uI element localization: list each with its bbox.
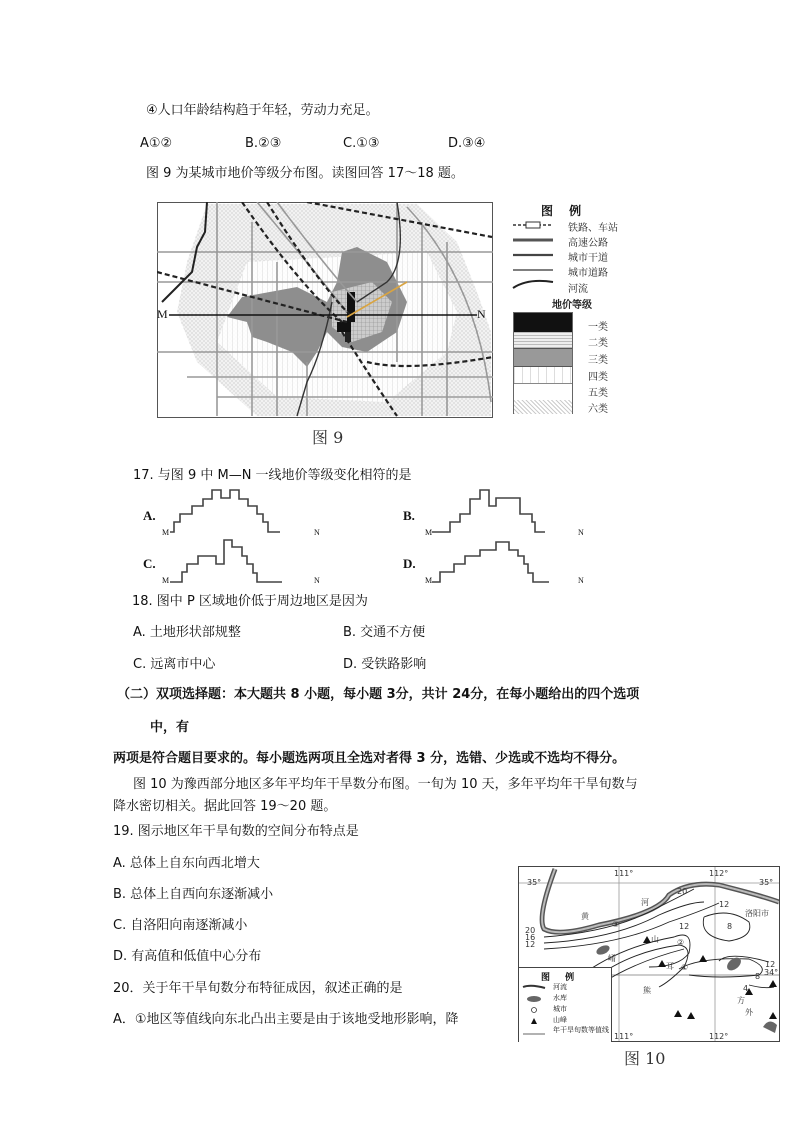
legend-arterial: 城市干道 [568, 253, 608, 264]
svg-text:①: ① [681, 963, 689, 972]
fig10-legend-reservoir: 水库 [553, 994, 567, 1002]
marker-n: N [477, 307, 486, 321]
svg-text:外: 外 [745, 1008, 753, 1017]
svg-text:34°: 34° [764, 968, 779, 977]
profile-a-m: M [162, 528, 170, 537]
q20-option-a: A．①地区等值线向东北凸出主要是由于该地受地形影响，降 [113, 1012, 459, 1027]
swatch-grade-3 [514, 348, 572, 367]
fig10-legend-symbols [521, 982, 549, 1040]
q20-stem: 20．关于年干旱旬数分布特征成因，叙述正确的是 [113, 981, 403, 996]
swatch-grade-5 [514, 383, 572, 400]
svg-text:111°: 111° [614, 1032, 634, 1041]
svg-text:方: 方 [737, 996, 745, 1005]
svg-text:黄: 黄 [581, 912, 589, 921]
svg-text:山: 山 [651, 935, 659, 944]
section2-heading-3: 两项是符合题目要求的。每小题选两项且全选对者得 3 分，选错、少选或不选均不得分。 [113, 751, 626, 766]
swatch-grade-1 [514, 313, 572, 332]
fig9-intro: 图 9 为某城市地价等级分布图。读图回答 17～18 题。 [146, 166, 464, 181]
svg-text:20: 20 [677, 887, 688, 896]
svg-text:4: 4 [743, 984, 749, 993]
q19-stem: 19. 图示地区年干旱旬数的空间分布特点是 [113, 824, 359, 839]
svg-text:12: 12 [765, 960, 776, 969]
legend-swatches [513, 312, 573, 414]
q18-option-a: A. 土地形状部规整 [133, 625, 241, 640]
q19-option-b: B. 总体上自西向东逐渐减小 [113, 887, 274, 902]
legend-grade-4: 四类 [588, 372, 608, 383]
legend-grade-2: 二类 [588, 338, 608, 349]
svg-text:8: 8 [755, 972, 761, 981]
profile-b-n: N [578, 528, 584, 537]
fig10-legend-title: 图 例 [541, 973, 581, 983]
svg-text:②: ② [677, 938, 685, 947]
section2-heading-1: （二）双项选择题：本大题共 8 小题，每小题 3分，共计 24分，在每小题给出的四个选项 [117, 687, 640, 702]
q17-option-a-label: A. [143, 508, 156, 523]
fig10-legend-isoline: 年干旱旬数等值线 [553, 1026, 609, 1034]
q18-stem: 18. 图中 P 区域地价低于周边地区是因为 [132, 594, 368, 609]
swatch-grade-6 [514, 400, 572, 414]
legend-title: 图 例 [541, 204, 588, 218]
q18-option-c: C. 远离市中心 [133, 657, 216, 672]
legend-grade-6: 六类 [588, 404, 608, 415]
svg-text:112°: 112° [709, 1032, 729, 1041]
svg-text:熊: 熊 [643, 986, 651, 995]
fig10-intro-2: 降水密切相关。据此回答 19～20 题。 [113, 799, 337, 814]
svg-text:③: ③ [612, 920, 620, 929]
q19-option-a: A. 总体上自东向西北增大 [113, 856, 260, 871]
fig10-legend-city: 城市 [553, 1005, 567, 1013]
svg-text:16: 16 [525, 933, 536, 942]
profile-d [432, 538, 582, 586]
fig10-legend-peak: 山峰 [553, 1016, 567, 1024]
fig10-legend-river: 河流 [553, 983, 567, 991]
q19-option-c: C. 自洛阳向南逐渐减小 [113, 918, 248, 933]
svg-text:耳: 耳 [666, 962, 674, 971]
svg-text:35°: 35° [527, 878, 542, 887]
swatch-grade-4 [514, 367, 572, 383]
svg-text:112°: 112° [709, 869, 729, 878]
q17-stem: 17. 与图 9 中 M—N 一线地价等级变化相符的是 [133, 468, 412, 483]
legend-highway: 高速公路 [568, 238, 608, 249]
svg-text:35°: 35° [759, 878, 774, 887]
legend-grade-3: 三类 [588, 355, 608, 366]
legend-grade-1: 一类 [588, 322, 608, 333]
profile-c-m: M [162, 576, 170, 585]
profile-c [170, 538, 315, 586]
land-price-map [157, 202, 493, 418]
q18-option-d: D. 受铁路影响 [343, 657, 427, 672]
profile-d-m: M [425, 576, 433, 585]
fig9-caption: 图 9 [312, 428, 344, 447]
profile-a [170, 488, 315, 536]
legend-railway: 铁路、车站 [568, 223, 618, 234]
legend-grade-5: 五类 [588, 388, 608, 399]
profile-b [432, 488, 582, 536]
swatch-grade-2 [514, 332, 572, 348]
svg-text:12: 12 [719, 900, 730, 909]
q16-item-4: ④人口年龄结构趋于年轻，劳动力充足。 [146, 103, 379, 118]
svg-text:12: 12 [525, 940, 536, 949]
q17-option-d-label: D. [403, 556, 416, 571]
legend-land-price-title: 地价等级 [552, 300, 592, 311]
profile-d-n: N [578, 576, 584, 585]
q19-option-d: D. 有高值和低值中心分布 [113, 949, 262, 964]
q17-option-c-label: C. [143, 556, 156, 571]
q16-option-d: D.③④ [448, 136, 486, 151]
q17-option-b-label: B. [403, 508, 415, 523]
profile-b-m: M [425, 528, 433, 537]
svg-text:20: 20 [525, 926, 536, 935]
q16-option-b: B.②③ [245, 136, 282, 151]
svg-text:111°: 111° [614, 869, 634, 878]
fig9-legend [508, 200, 638, 420]
fig10-legend [519, 967, 612, 1042]
svg-text:8: 8 [727, 922, 733, 931]
q16-option-c: C.①③ [343, 136, 380, 151]
q18-option-b: B. 交通不方便 [343, 625, 426, 640]
svg-text:崤: 崤 [608, 954, 616, 963]
fig10-caption: 图 10 [624, 1049, 666, 1068]
profile-a-n: N [314, 528, 320, 537]
marker-m: M [157, 307, 168, 321]
section2-heading-2: 中，有 [150, 720, 190, 735]
profile-c-n: N [314, 576, 320, 585]
legend-river: 河流 [568, 284, 588, 295]
fig9-map [157, 202, 493, 418]
fig10-intro-1: 图 10 为豫西部分地区多年平均年干旱数分布图。一旬为 10 天，多年平均年干旱旬数与 [133, 777, 638, 792]
legend-line-symbols [508, 218, 558, 298]
svg-text:12: 12 [679, 922, 690, 931]
legend-city-road: 城市道路 [568, 268, 608, 279]
svg-text:河: 河 [641, 898, 649, 907]
svg-text:洛阳市: 洛阳市 [745, 909, 769, 918]
q16-option-a: A①② [140, 136, 173, 151]
fig10-map [518, 866, 780, 1042]
